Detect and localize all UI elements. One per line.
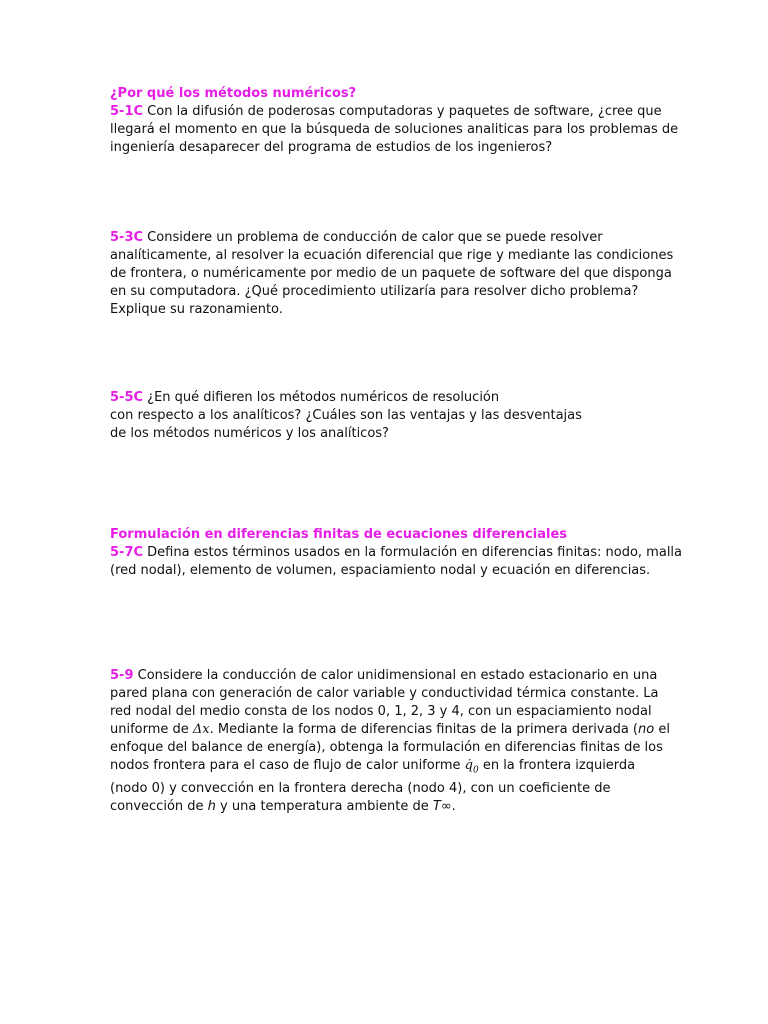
problem-5-5c-line-3: de los métodos numéricos y los analíticos? [110, 426, 389, 441]
problem-5-7c-line-2: (red nodal), elemento de volumen, espaciamiento nodal y ecuación en diferencias. [110, 563, 651, 578]
h-symbol: h [207, 798, 216, 814]
problem-5-5c-block [110, 389, 670, 443]
problem-5-9-block [110, 667, 670, 816]
problem-5-9-line-6: nodos frontera para el caso de flujo de calor uniforme $q̇_0$ en la frontera izquierda [110, 758, 636, 776]
problem-5-1c-block [110, 85, 679, 157]
problem-5-7c-line-1: 5-7C Defina estos términos usados en la formulación en diferencias finitas: nodo, malla [110, 545, 683, 560]
problem-5-9-line-8: convección de h y una temperatura ambiente de T∞. [110, 798, 456, 814]
problem-5-9-line-4: uniforme de Δx. Mediante la forma de diferencias finitas de la primera derivada (no el [110, 722, 670, 737]
problem-number: 5-3C [110, 230, 144, 245]
problem-5-5c-line-1: 5-5C ¿En qué difieren los métodos numéricos de resolución [110, 390, 500, 405]
problem-5-3c-block [110, 229, 674, 319]
problem-5-9-line-2: pared plana con generación de calor variable y conductividad térmica constante. La [110, 686, 659, 701]
problem-5-3c-line-2: analíticamente, al resolver la ecuación diferencial que rige y mediante las condiciones [110, 248, 674, 263]
problem-number: 5-5C [110, 390, 144, 405]
problem-5-9-line-7: (nodo 0) y convección en la frontera derecha (nodo 4), con un coeficiente de [110, 780, 611, 796]
problem-5-1c-line-3: ingeniería desaparecer del programa de estudios de los ingenieros? [110, 140, 553, 155]
problem-5-1c-line-1: 5-1C Con la difusión de poderosas computadoras y paquetes de software, ¿cree que [110, 104, 662, 119]
problem-5-9-line-1: 5-9 Considere la conducción de calor unidimensional en estado estacionario en una [110, 668, 658, 683]
problem-5-7c-block [110, 526, 683, 580]
section-heading-diferencias-finitas: Formulación en diferencias finitas de ecuaciones diferenciales [110, 527, 567, 542]
delta-x-symbol: Δx [192, 722, 210, 737]
problem-5-3c-line-5: Explique su razonamiento. [110, 302, 283, 317]
problem-5-3c-line-3: de frontera, o numéricamente por medio de un paquete de software del que disponga [110, 266, 672, 281]
problem-5-3c-line-1: 5-3C Considere un problema de conducción de calor que se puede resolver [110, 230, 603, 245]
problem-5-1c-line-2: llegará el momento en que la búsqueda de soluciones analiticas para los problemas de [110, 122, 679, 137]
t-infinity-symbol: T∞ [432, 798, 452, 814]
emphasis-no: no [638, 722, 655, 737]
problem-5-9-line-3: red nodal del medio consta de los nodos 0, 1, 2, 3 y 4, con un espaciamiento nodal [110, 704, 652, 719]
problem-number: 5-9 [110, 668, 134, 683]
section-heading-metodos-numericos: ¿Por qué los métodos numéricos? [110, 86, 357, 101]
problem-number: 5-7C [110, 545, 144, 560]
problem-5-3c-line-4: en su computadora. ¿Qué procedimiento utilizaría para resolver dicho problema? [110, 284, 639, 299]
problem-5-5c-line-2: con respecto a los analíticos? ¿Cuáles son las ventajas y las desventajas [110, 408, 582, 423]
heat-flux-symbol: $q̇_0$ [464, 758, 479, 776]
problem-number: 5-1C [110, 104, 144, 119]
problem-5-9-line-5: enfoque del balance de energía), obtenga la formulación en diferencias finitas de los [110, 740, 663, 755]
